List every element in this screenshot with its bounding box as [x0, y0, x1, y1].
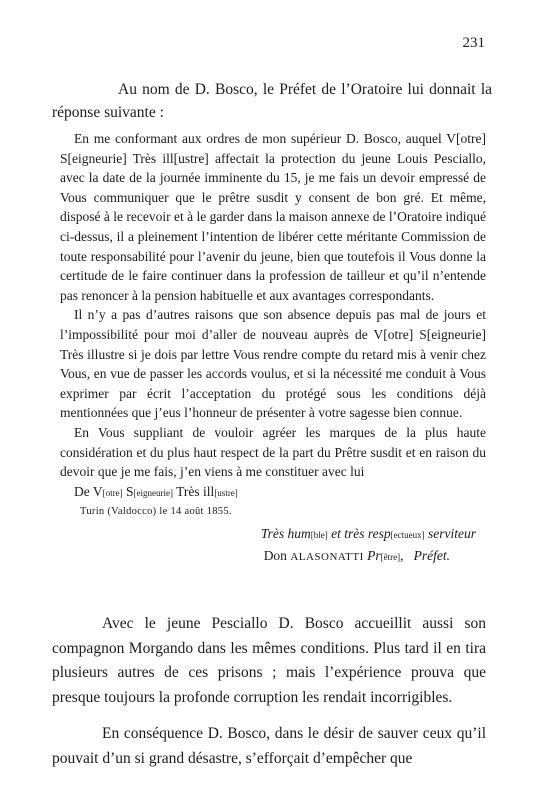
- letter-closing: De V[otre] S[eigneurie] Très ill[ustre]: [74, 483, 238, 499]
- letter-paragraph-1: En me conformant aux ordres de mon supérieur D. Bosco, auquel V[otre] S[eigneurie] Très ill[ustre] affectait la protection du jeune Louis Pesciallo, avec la date de la journée imminente du 15, je me fais un devoir empressé de Vous communiquer que le prêtre susdit y consent de bon gré. Et même, disposé à le recevoir et à le garder dans la maison annexe de l’Oratoire indiqué ci-dessus, il a pleinement l’intention de libérer cette méritante Commission de toute responsabilité pour l’avenir du jeune, bien que toutefois il Vous donne la certitude de le faire continuer dans la profession de tailleur et qu’il n’entende pas renoncer à la pension habituelle et aux avantages correspondants.: [60, 131, 486, 303]
- intro-paragraph: Au nom de D. Bosco, le Préfet de l’Oratoire lui donnait la réponse suivante :: [52, 81, 492, 121]
- letter-block: [60, 129, 486, 567]
- body-paragraph-2: En conséquence D. Bosco, dans le désir de sauver ceux qu’il pouvait d’un si grand désastre, s’efforçait d’empêcher que: [52, 725, 486, 767]
- body-text: [52, 612, 486, 771]
- signature-humble: Très hum[ble] et très resp[ectueux] serviteur: [260, 526, 476, 542]
- dateline: Turin (Valdocco) le 14 août 1855.: [80, 506, 232, 518]
- signature-name: Don ALASONATTI Pr[être], Préfet.: [263, 547, 450, 563]
- letter-paragraph-3: En Vous suppliant de vouloir agréer les marques de la plus haute considération et du plus haut respect de la part du Prêtre susdit et en raison du devoir que je me fais, j’en viens à me constituer avec lui: [60, 424, 486, 480]
- body-paragraph-1: Avec le jeune Pesciallo D. Bosco accueillit aussi son compagnon Morgando dans les mêmes conditions. Plus tard il en tira plusieurs autres de ces prisons ; mais l’expérience prouva que presque toujours la profonde corruption les rendait incorrigibles.: [52, 615, 486, 706]
- letter-paragraph-2: Il n’y a pas d’autres raisons que son absence depuis pas mal de jours et l’impossibilité pour moi d’aller de nouveau auprès de V[otre] S[eigneurie] Très illustre si je dois par lettre Vous rendre compte du retard mis à venir chez Vous, en vue de passer les accords voulus, et si la nécessité me conduit à Vous exprimer par écrit l’acceptation du protégé sous les conditions déjà mentionnées que j’eus l’honneur de présenter à votre sagesse bien connue.: [60, 307, 486, 421]
- page-number: 231: [462, 35, 485, 51]
